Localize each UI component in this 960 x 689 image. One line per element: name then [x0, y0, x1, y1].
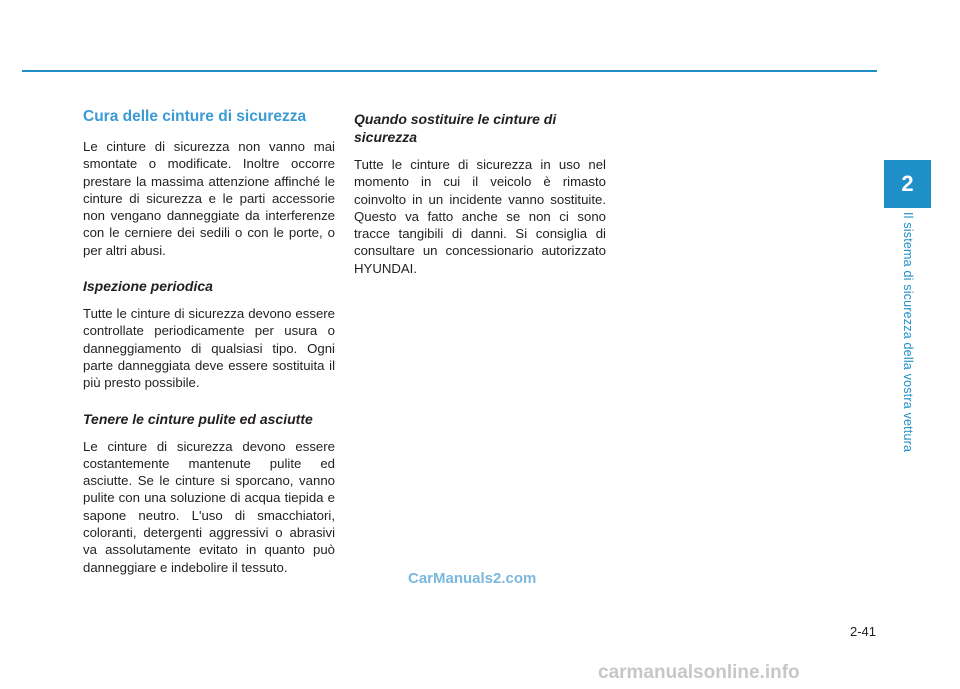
chapter-number: 2 [901, 171, 914, 196]
right-column [354, 108, 606, 277]
inspection-paragraph: Tutte le cinture di sicurezza devono essere controllate periodicamente per usura o danneggiamento di qualsiasi tipo. Ogni parte danneggiata deve essere sostituita il più presto possibile. [83, 306, 335, 391]
inspection-title: Ispezione periodica [83, 278, 213, 295]
chapter-title-text: Il sistema di sicurezza della vostra vettura [901, 212, 915, 453]
intro-paragraph: Le cinture di sicurezza non vanno mai smontate o modificate. Inoltre occorre prestare la massima attenzione affinché le cinture di sicurezza e le parti accessorie non vengano danneggiate da interferenze con le cerniere dei sedili o con le porte, o per altri abusi. [83, 139, 335, 258]
left-column [83, 108, 335, 576]
clean-paragraph: Le cinture di sicurezza devono essere costantemente mantenute pulite ed asciutte. Se le cinture si sporcano, vanno pulite con una soluzione di acqua tiepida e sapone neutro. L'uso di smacchiatori, coloranti, detergenti aggressivi o abrasivi va assolutamente evitato in quanto può danneggiare e indebolire il tessuto. [83, 438, 335, 575]
section-title: Cura delle cinture di sicurezza [83, 108, 307, 125]
replace-title: Quando sostituire le cinture di sicurezza [354, 111, 557, 145]
chapter-title [896, 212, 920, 482]
watermark-link[interactable]: CarManuals2.com [408, 570, 537, 587]
footer-watermark: carmanualsonline.info [598, 662, 800, 683]
replace-paragraph: Tutte le cinture di sicurezza in uso nel momento in cui il veicolo è rimasto coinvolto in un incidente vanno sostituite. Questo va fatto anche se non ci sono tracce tangibili di danni. Si consiglia di consultare un concessionario autorizzato HYUNDAI. [354, 157, 606, 276]
header-rule [22, 70, 877, 72]
chapter-tab[interactable] [884, 160, 931, 208]
page-number: 2-41 [849, 624, 876, 639]
clean-title: Tenere le cinture pulite ed asciutte [83, 410, 313, 427]
